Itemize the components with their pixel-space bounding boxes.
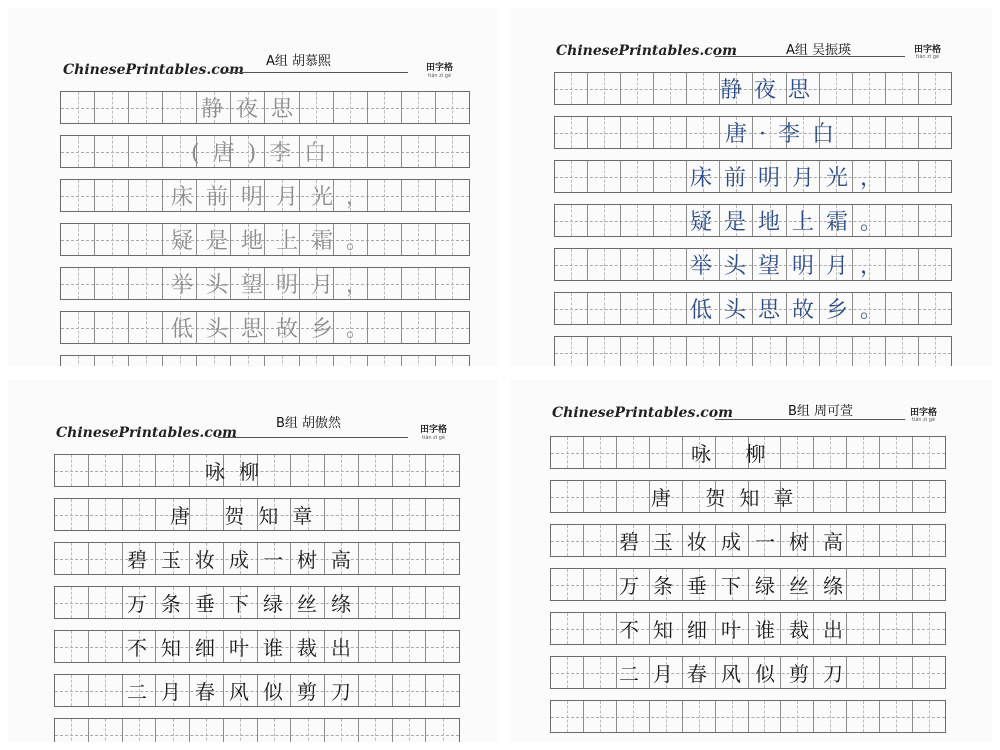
grid-row <box>60 91 470 124</box>
grid-row <box>554 72 952 105</box>
student-name: A组 吴振瑛 <box>786 43 852 58</box>
line-author: (唐)李白 <box>191 141 340 166</box>
worksheet-b1 <box>8 380 498 742</box>
name-line <box>223 72 408 73</box>
collage-divider-horizontal <box>0 366 1000 380</box>
student-name: B组 胡傲然 <box>276 416 342 431</box>
line-title: 静夜思 <box>201 97 307 122</box>
paper-type-label: 田字格 <box>426 63 454 73</box>
worksheet-a2 <box>510 8 992 368</box>
paper-type-label: 田字格 <box>910 408 938 418</box>
brand-logo: ChinesePrintables.com <box>552 405 733 421</box>
grid-row <box>554 292 952 325</box>
paper-type-sub: tián zì gé <box>912 417 936 423</box>
grid-row <box>554 116 952 149</box>
grid-row <box>54 454 460 487</box>
brand-logo: ChinesePrintables.com <box>63 62 244 78</box>
line-title: 咏柳 <box>205 460 273 484</box>
grid-row <box>60 267 470 300</box>
grid-row <box>550 480 946 513</box>
brand-logo: ChinesePrintables.com <box>556 43 737 59</box>
student-name: A组 胡慕熙 <box>266 54 332 69</box>
grid-row <box>60 311 470 344</box>
poem-line: 万条垂下绿丝绦 <box>619 574 857 598</box>
line-author: 唐·李白 <box>725 122 846 147</box>
poem-line: 疑是地上霜。 <box>171 229 382 254</box>
poem-line: 举头望明月， <box>690 254 895 279</box>
poem-line: 万条垂下绿丝绦 <box>127 592 365 616</box>
line-title: 静夜思 <box>720 78 823 103</box>
grid-row <box>54 542 460 575</box>
grid-row <box>54 586 460 619</box>
poem-line: 碧玉妆成一树高 <box>619 530 857 554</box>
worksheet-b2 <box>510 380 992 742</box>
grid-row-empty <box>54 718 460 742</box>
poem-line: 不知细叶谁裁出 <box>127 636 365 660</box>
paper-type-sub: tián zì gé <box>916 54 940 60</box>
paper-type-label: 田字格 <box>420 425 448 435</box>
poem-line: 疑是地上霜。 <box>690 210 895 235</box>
grid-row <box>550 612 946 645</box>
line-author: 唐 贺知章 <box>170 504 327 528</box>
grid-row <box>54 674 460 707</box>
grid-row <box>550 568 946 601</box>
paper-type-sub: tián zì gé <box>428 73 452 79</box>
grid-row <box>60 135 470 168</box>
grid-row <box>60 179 470 212</box>
grid-row <box>550 524 946 557</box>
grid-row <box>550 436 946 469</box>
worksheet-a1 <box>8 8 498 368</box>
grid-row <box>554 160 952 193</box>
paper-type-sub: tián zì gé <box>422 435 446 441</box>
poem-line: 低头思故乡。 <box>690 298 895 323</box>
name-line <box>715 56 905 57</box>
poem-line: 床前明月光， <box>171 185 382 210</box>
poem-line: 不知细叶谁裁出 <box>619 618 857 642</box>
line-author: 唐 贺知章 <box>651 486 808 510</box>
grid-row <box>554 248 952 281</box>
grid-row-empty <box>550 700 946 733</box>
grid-row <box>554 204 952 237</box>
line-title: 咏 柳 <box>691 442 780 466</box>
poem-line: 低头思故乡。 <box>171 317 382 342</box>
poem-line: 床前明月光， <box>690 166 895 191</box>
paper-type-label: 田字格 <box>914 45 942 55</box>
grid-row-empty <box>554 336 952 368</box>
grid-row <box>54 630 460 663</box>
poem-line: 二月春风似剪刀 <box>619 662 857 686</box>
brand-logo: ChinesePrintables.com <box>56 425 237 441</box>
grid-row <box>550 656 946 689</box>
poem-line: 碧玉妆成一树高 <box>127 548 365 572</box>
worksheet-header <box>8 8 498 98</box>
name-line <box>715 419 905 420</box>
student-name: B组 周可萱 <box>788 404 854 419</box>
grid-row <box>54 498 460 531</box>
poem-line: 举头望明月， <box>171 273 382 298</box>
grid-row <box>60 223 470 256</box>
poem-line: 二月春风似剪刀 <box>127 680 365 704</box>
name-line <box>218 437 408 438</box>
